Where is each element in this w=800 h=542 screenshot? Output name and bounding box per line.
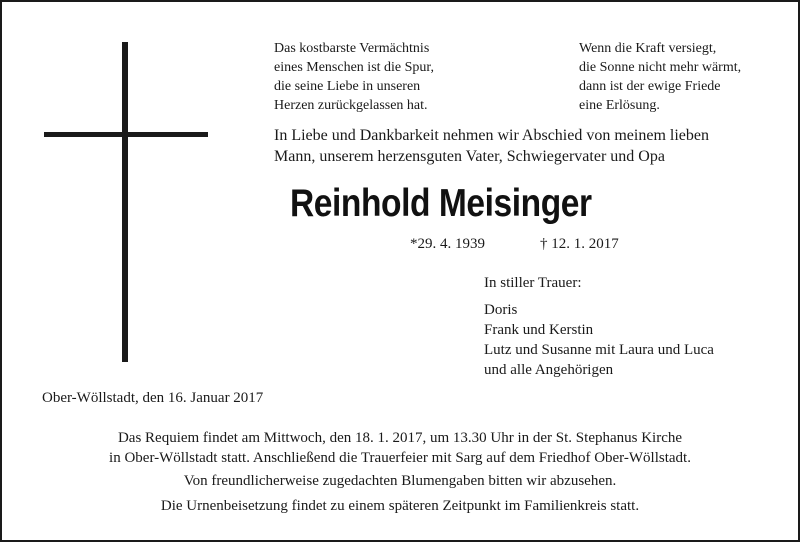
urn-notice: Die Urnenbeisetzung findet zu einem späteren Zeitpunkt im Familienkreis statt.: [160, 498, 640, 514]
mourners-list: [484, 273, 714, 380]
mourner: Lutz und Susanne mit Laura und Luca: [484, 342, 714, 358]
poem-right: [579, 39, 741, 115]
service-notice: [2, 428, 798, 468]
deceased-name: [2, 182, 798, 226]
deceased-name-text: Reinhold Meisinger: [290, 182, 592, 225]
birth-date: *29. 4. 1939: [410, 236, 485, 252]
poem-left-line: die seine Liebe in unseren: [274, 79, 421, 94]
poem-left: [274, 39, 434, 115]
mourner: und alle Angehörigen: [484, 362, 614, 378]
mourner: Frank und Kerstin: [484, 322, 594, 338]
service-notice-line: Das Requiem findet am Mittwoch, den 18. 1. 2017, um 13.30 Uhr in der St. Stephanus Kirche: [117, 430, 683, 446]
place-and-date: Ober-Wöllstadt, den 16. Januar 2017: [42, 390, 264, 406]
cross-horizontal-bar: [44, 132, 208, 137]
mourner: Doris: [484, 302, 518, 318]
poem-left-line: Das kostbarste Vermächtnis: [274, 41, 430, 56]
death-date: † 12. 1. 2017: [540, 236, 619, 252]
poem-left-line: eines Menschen ist die Spur,: [274, 60, 435, 75]
flowers-notice: Von freundlicherweise zugedachten Blumengaben bitten wir abzusehen.: [183, 473, 617, 489]
intro-line: Mann, unserem herzensguten Vater, Schwiegervater und Opa: [274, 148, 665, 165]
poem-right-line: eine Erlösung.: [579, 98, 660, 113]
poem-right-line: dann ist der ewige Friede: [579, 79, 721, 94]
poem-right-line: Wenn die Kraft versiegt,: [579, 41, 717, 56]
service-notice-line: in Ober-Wöllstadt statt. Anschließend die Trauerfeier mit Sarg auf dem Friedhof Ober-Wöllstadt.: [109, 450, 691, 466]
poem-left-line: Herzen zurückgelassen hat.: [274, 98, 428, 113]
mourning-heading: In stiller Trauer:: [484, 275, 582, 291]
intro-line: In Liebe und Dankbarkeit nehmen wir Abschied von meinem lieben: [274, 127, 709, 144]
farewell-intro: [274, 125, 709, 167]
poem-right-line: die Sonne nicht mehr wärmt,: [579, 60, 742, 75]
